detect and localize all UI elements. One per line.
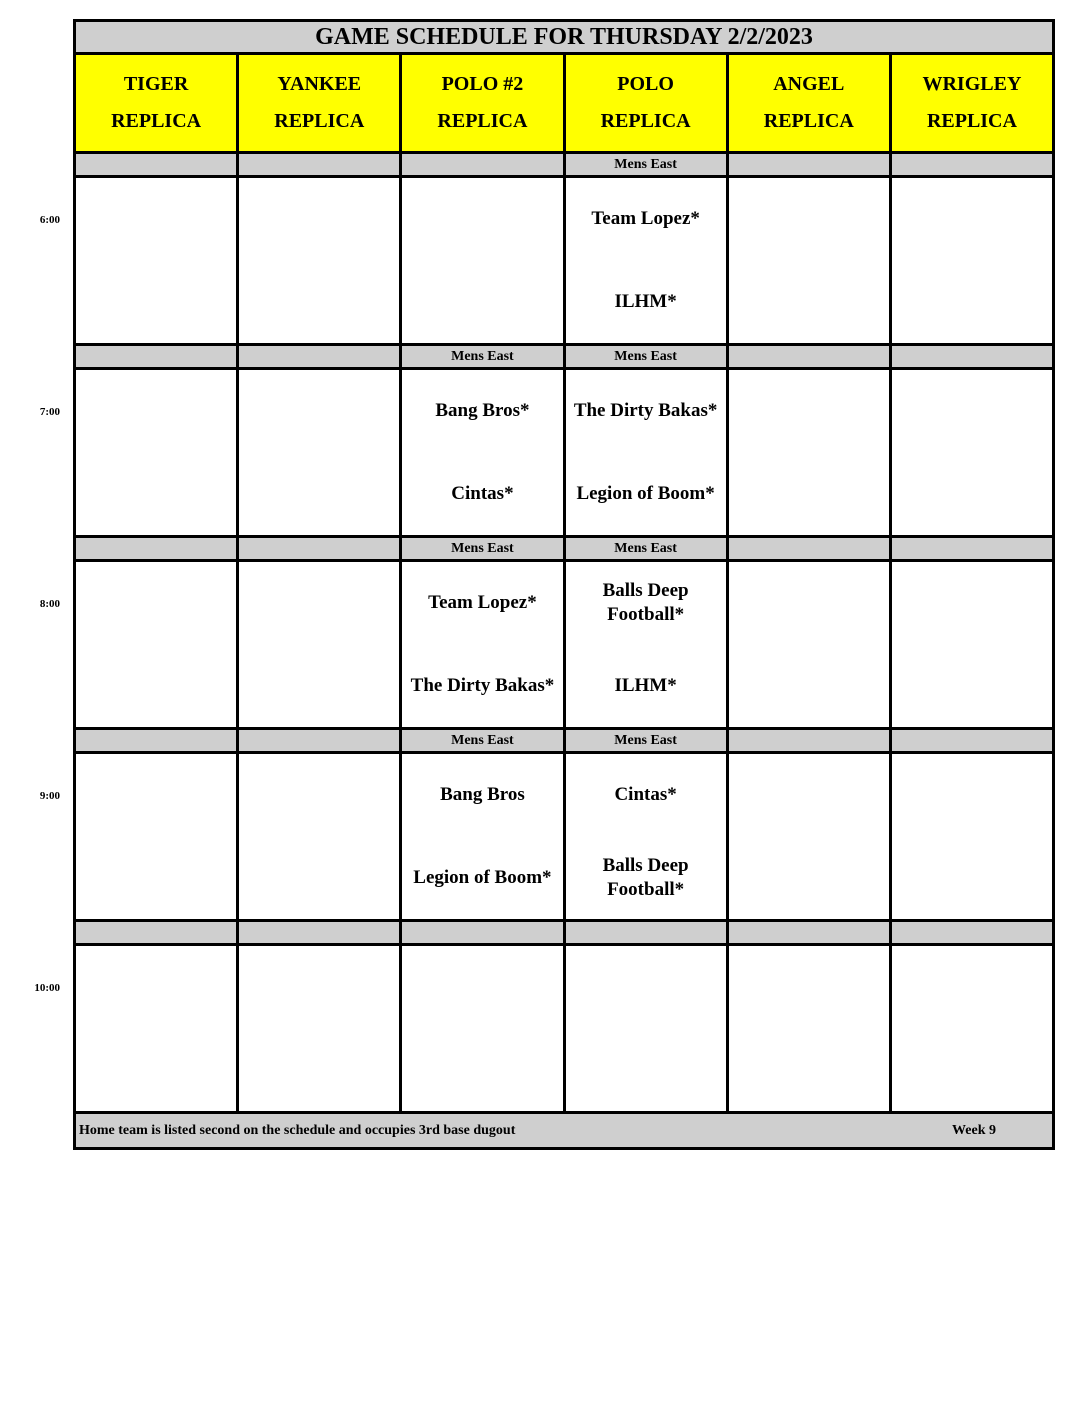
away-team: [152, 178, 160, 261]
game-cell: [402, 946, 565, 1114]
time-slot: [39, 346, 1055, 538]
home-team: [968, 837, 976, 920]
game-cell: [892, 946, 1055, 1114]
time-label: 6:00: [39, 214, 60, 226]
home-team: [152, 453, 160, 536]
game-cell: [566, 946, 729, 1114]
field-header-wrigley: [892, 55, 1055, 154]
game-cell: [73, 562, 239, 730]
away-team: Bang Bros: [440, 784, 525, 806]
field-name: WRIGLEY: [922, 73, 1022, 95]
home-team: [478, 1029, 486, 1112]
field-name: POLO: [617, 73, 674, 95]
away-team: [805, 562, 813, 645]
time-label: 8:00: [39, 598, 60, 610]
game-cell: [239, 754, 402, 922]
home-team: [152, 261, 160, 344]
game-cell: [566, 178, 729, 346]
division-label: Mens East: [566, 730, 729, 754]
field-header-polo-2: [402, 55, 565, 154]
field-header-polo: [566, 55, 729, 154]
home-team: [968, 261, 976, 344]
game-cell: [402, 178, 565, 346]
game-cell: [892, 754, 1055, 922]
game-row: [34, 946, 1055, 1114]
division-label: [402, 154, 565, 178]
game-row: [39, 562, 1055, 730]
game-cell: [729, 946, 892, 1114]
week-label: Week 9: [952, 1122, 996, 1138]
home-team: [315, 1029, 323, 1112]
field-header-tiger: [73, 55, 239, 154]
game-schedule-table: [34, 19, 1055, 1150]
division-label: Mens East: [402, 730, 565, 754]
division-label: [892, 730, 1055, 754]
time-label: 7:00: [39, 406, 60, 418]
game-cell: [729, 754, 892, 922]
division-row: [73, 346, 1055, 370]
away-team: The Dirty Bakas*: [573, 400, 718, 422]
game-cell: [892, 178, 1055, 346]
division-label: [729, 922, 892, 946]
home-team: [478, 261, 486, 344]
division-row: [73, 922, 1055, 946]
game-cell: [239, 946, 402, 1114]
away-team: [315, 370, 323, 453]
field-name: TIGER: [123, 73, 189, 95]
away-team: [805, 946, 813, 1029]
away-team: [152, 562, 160, 645]
time-slot: [39, 730, 1055, 922]
away-team: [315, 178, 323, 261]
division-label: [239, 922, 402, 946]
game-cell: [73, 754, 239, 922]
home-team: [152, 645, 160, 728]
division-label: [892, 538, 1055, 562]
away-team: [152, 946, 160, 1029]
game-cell: [892, 370, 1055, 538]
home-team: The Dirty Bakas*: [410, 674, 555, 696]
field-type: REPLICA: [274, 110, 365, 132]
away-team: [968, 178, 976, 261]
field-name: YANKEE: [277, 73, 362, 95]
division-row: [73, 154, 1055, 178]
away-team: [315, 946, 323, 1029]
home-team: Balls Deep Football*: [602, 854, 689, 900]
home-team: [968, 1029, 976, 1112]
division-label: [73, 730, 239, 754]
division-label: [73, 154, 239, 178]
game-cell: [729, 370, 892, 538]
game-cell: [402, 562, 565, 730]
home-team: [968, 645, 976, 728]
field-type: REPLICA: [600, 110, 691, 132]
game-cell: [729, 562, 892, 730]
away-team: Bang Bros*: [435, 400, 530, 422]
home-team-note: Home team is listed second on the schedule and occupies 3rd base dugout: [79, 1122, 516, 1138]
away-team: [315, 754, 323, 837]
schedule-footer: [73, 1114, 1055, 1150]
home-team: [642, 1029, 650, 1112]
division-label: [729, 538, 892, 562]
time-slot: [39, 538, 1055, 730]
home-team: [152, 1029, 160, 1112]
home-team: [805, 261, 813, 344]
game-cell: [73, 370, 239, 538]
schedule-title: GAME SCHEDULE FOR THURSDAY 2/2/2023: [73, 19, 1055, 55]
home-team: [315, 645, 323, 728]
division-label: [729, 730, 892, 754]
game-row: [39, 754, 1055, 922]
division-label: [239, 538, 402, 562]
division-label: [892, 154, 1055, 178]
time-slots: [34, 154, 1055, 1114]
time-label: 9:00: [39, 790, 60, 802]
away-team: Balls Deep Football*: [602, 580, 689, 626]
division-label: [239, 346, 402, 370]
division-label: Mens East: [402, 346, 565, 370]
home-team: [805, 645, 813, 728]
away-team: [968, 562, 976, 645]
game-cell: [73, 946, 239, 1114]
field-type: REPLICA: [926, 110, 1017, 132]
time-slot: [34, 922, 1055, 1114]
game-cell: [239, 370, 402, 538]
division-label: Mens East: [566, 346, 729, 370]
away-team: [478, 946, 486, 1029]
game-cell: [892, 562, 1055, 730]
division-label: Mens East: [566, 538, 729, 562]
game-cell: [566, 562, 729, 730]
away-team: [968, 754, 976, 837]
division-label: Mens East: [566, 154, 729, 178]
game-cell: [729, 178, 892, 346]
field-header-row: [73, 55, 1055, 154]
field-header-angel: [729, 55, 892, 154]
away-team: Team Lopez*: [591, 208, 700, 230]
away-team: [805, 370, 813, 453]
division-label: [729, 346, 892, 370]
division-label: [73, 346, 239, 370]
home-team: [315, 453, 323, 536]
home-team: Legion of Boom*: [413, 866, 552, 888]
away-team: [642, 946, 650, 1029]
away-team: Cintas*: [614, 784, 677, 806]
away-team: [315, 562, 323, 645]
home-team: [805, 453, 813, 536]
home-team: [315, 261, 323, 344]
away-team: Team Lopez*: [428, 592, 537, 614]
home-team: [968, 453, 976, 536]
field-type: REPLICA: [111, 110, 202, 132]
home-team: [315, 837, 323, 920]
away-team: [478, 178, 486, 261]
time-slot: [39, 154, 1055, 346]
field-type: REPLICA: [437, 110, 528, 132]
field-name: ANGEL: [773, 73, 845, 95]
division-label: [402, 922, 565, 946]
game-cell: [402, 754, 565, 922]
away-team: [152, 370, 160, 453]
field-type: REPLICA: [763, 110, 854, 132]
game-cell: [73, 178, 239, 346]
division-label: [729, 154, 892, 178]
field-name: POLO #2: [441, 73, 524, 95]
division-label: Mens East: [402, 538, 565, 562]
away-team: [968, 370, 976, 453]
home-team: [152, 837, 160, 920]
home-team: ILHM*: [614, 674, 677, 696]
division-label: [73, 538, 239, 562]
game-cell: [239, 562, 402, 730]
division-row: [73, 730, 1055, 754]
field-header-yankee: [239, 55, 402, 154]
game-cell: [402, 370, 565, 538]
game-cell: [566, 754, 729, 922]
away-team: [152, 754, 160, 837]
division-label: [892, 346, 1055, 370]
home-team: [805, 837, 813, 920]
division-label: [239, 154, 402, 178]
home-team: ILHM*: [614, 290, 677, 312]
game-row: [39, 370, 1055, 538]
division-label: [566, 922, 729, 946]
game-cell: [566, 370, 729, 538]
time-label: 10:00: [34, 982, 60, 994]
away-team: [805, 754, 813, 837]
away-team: [805, 178, 813, 261]
home-team: Cintas*: [451, 482, 514, 504]
division-label: [892, 922, 1055, 946]
game-cell: [239, 178, 402, 346]
division-label: [73, 922, 239, 946]
home-team: [805, 1029, 813, 1112]
division-label: [239, 730, 402, 754]
home-team: Legion of Boom*: [576, 482, 715, 504]
away-team: [968, 946, 976, 1029]
division-row: [73, 538, 1055, 562]
game-row: [39, 178, 1055, 346]
